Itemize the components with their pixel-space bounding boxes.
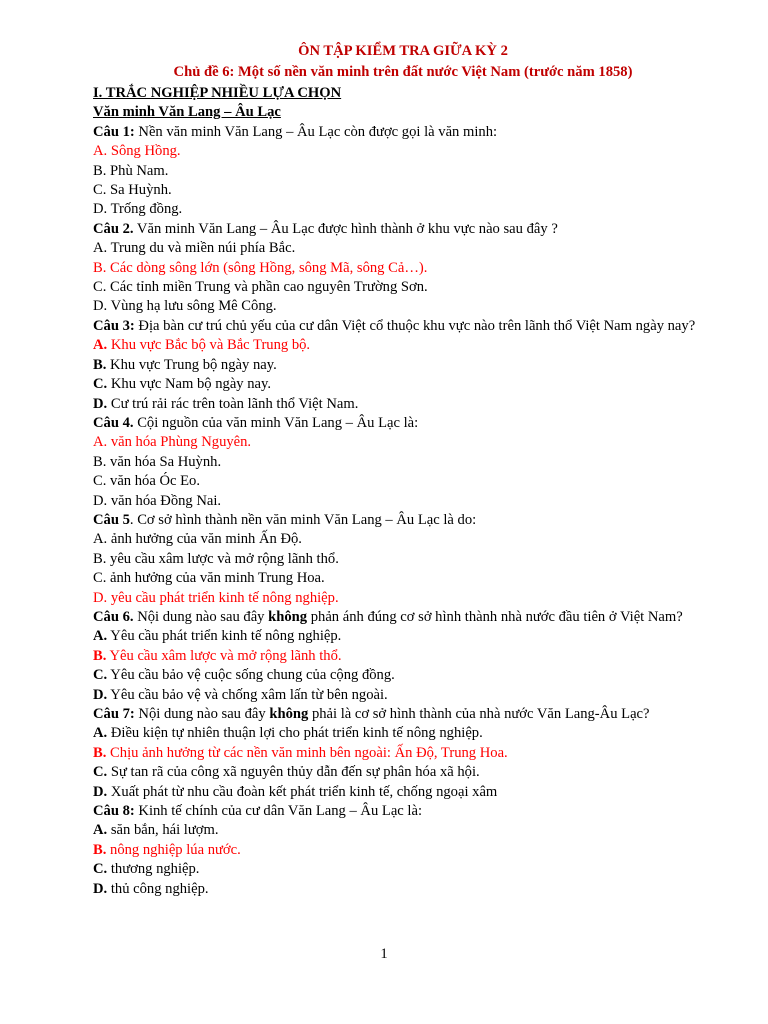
answer-option: B. Phù Nam. — [93, 162, 169, 179]
option-text: Khu vực Nam bộ ngày nay. — [107, 376, 272, 393]
answer-option: D. Trống đồng. — [93, 201, 183, 218]
option-letter: A. — [93, 628, 108, 645]
answer-option — [93, 783, 713, 802]
answer-option: B. văn hóa Sa Huỳnh. — [93, 453, 222, 470]
option-letter: C. — [93, 667, 108, 684]
question-label: Câu 7: — [93, 706, 135, 722]
question-text: Nội dung nào sau đây — [133, 608, 269, 625]
option-letter: D. — [93, 395, 108, 412]
option-letter: B. — [93, 356, 107, 373]
option-letter: A. — [93, 337, 108, 354]
option-text: thương nghiệp. — [107, 861, 200, 878]
answer-option: C. ảnh hưởng của văn minh Trung Hoa. — [93, 570, 325, 587]
option-text: Yêu cầu xâm lược và mở rộng lãnh thổ. — [106, 647, 342, 664]
question-label: Câu 2. — [93, 220, 134, 237]
answer-option: D. Vùng hạ lưu sông Mê Công. — [93, 298, 277, 315]
option-text: Yêu cầu bảo vệ và chống xâm lấn từ bên ngoài. — [107, 686, 388, 703]
page-number: 1 — [380, 946, 388, 962]
answer-option-correct: D. yêu cầu phát triển kinh tế nông nghiệp. — [93, 589, 339, 606]
question-4 — [93, 414, 713, 433]
answer-option: C. Sa Huỳnh. — [93, 182, 172, 199]
answer-option — [93, 666, 713, 685]
question-emphasis: không — [269, 706, 309, 722]
option-letter: D. — [93, 880, 108, 897]
question-text-end: phản ánh đúng cơ sở hình thành nhà nước đầu tiên ở Việt Nam? — [307, 608, 683, 625]
option-text: Điều kiện tự nhiên thuận lợi cho phát triển kinh tế nông nghiệp. — [107, 725, 483, 742]
subsection-heading: Văn minh Văn Lang – Âu Lạc — [93, 104, 281, 121]
option-letter: A. — [93, 822, 108, 839]
answer-option: C. văn hóa Óc Eo. — [93, 473, 200, 490]
question-7 — [93, 705, 713, 724]
section-heading: I. TRẮC NGHIỆP NHIỀU LỰA CHỌN — [93, 85, 342, 101]
answer-option — [93, 763, 713, 782]
page-title: ÔN TẬP KIỂM TRA GIỮA KỲ 2 — [298, 43, 508, 59]
answer-option-correct — [93, 841, 713, 860]
answer-option: A. Trung du và miền núi phía Bắc. — [93, 240, 296, 257]
answer-option: B. yêu cầu xâm lược và mở rộng lãnh thổ. — [93, 550, 339, 567]
question-label: Câu 8: — [93, 803, 135, 820]
answer-option — [93, 356, 713, 375]
option-letter: C. — [93, 376, 108, 393]
answer-option-correct — [93, 336, 713, 355]
answer-option-correct — [93, 647, 713, 666]
answer-option — [93, 860, 713, 879]
answer-option — [93, 821, 713, 840]
answer-option-correct: A. Sông Hồng. — [93, 143, 181, 160]
option-text: Xuất phát từ nhu cầu đoàn kết phát triển kinh tế, chống ngoại xâm — [107, 783, 498, 800]
option-text: Sự tan rã của công xã nguyên thủy dẫn đến sự phân hóa xã hội. — [107, 764, 480, 781]
option-letter: D. — [93, 783, 108, 800]
question-emphasis: không — [268, 608, 308, 625]
answer-option — [93, 724, 713, 743]
question-label: Câu 6. — [93, 608, 134, 625]
answer-option: A. ảnh hưởng của văn minh Ấn Độ. — [93, 531, 302, 548]
option-letter: C. — [93, 861, 108, 878]
document-content — [93, 41, 713, 899]
answer-option-correct: B. Các dòng sông lớn (sông Hồng, sông Mã, sông Cả…). — [93, 259, 428, 276]
question-text-end: phải là cơ sở hình thành của nhà nước Văn Lang-Âu Lạc? — [308, 706, 650, 722]
option-text: nông nghiệp lúa nước. — [106, 841, 241, 858]
question-6 — [93, 608, 713, 627]
option-letter: D. — [93, 686, 108, 703]
answer-option-correct — [93, 744, 713, 763]
answer-option — [93, 395, 713, 414]
answer-option: C. Các tỉnh miền Trung và phần cao nguyên Trường Sơn. — [93, 279, 428, 296]
page-subtitle: Chủ đề 6: Một số nền văn minh trên đất nước Việt Nam (trước năm 1858) — [173, 64, 633, 80]
question-1 — [93, 123, 713, 142]
answer-option — [93, 880, 713, 899]
answer-option — [93, 627, 713, 646]
question-8 — [93, 802, 713, 821]
option-text: thủ công nghiệp. — [107, 880, 209, 897]
option-text: Yêu cầu bảo vệ cuộc sống chung của cộng đồng. — [107, 667, 395, 684]
question-text: . Cơ sở hình thành nền văn minh Văn Lang – Âu Lạc là do: — [129, 511, 477, 528]
option-text: Khu vực Trung bộ ngày nay. — [106, 356, 277, 373]
question-label: Câu 4. — [93, 414, 134, 431]
option-letter: C. — [93, 764, 108, 781]
answer-option-correct: A. văn hóa Phùng Nguyên. — [93, 434, 252, 451]
question-text: Địa bàn cư trú chủ yếu của cư dân Việt cổ thuộc khu vực nào trên lãnh thổ Việt Nam ngày nay? — [134, 317, 696, 334]
answer-option — [93, 375, 713, 394]
question-label: Câu 3: — [93, 317, 135, 334]
question-label: Câu 5 — [93, 511, 130, 528]
question-text: Kinh tế chính của cư dân Văn Lang – Âu Lạc là: — [134, 803, 423, 820]
question-label: Câu 1: — [93, 123, 135, 140]
question-text: Nền văn minh Văn Lang – Âu Lạc còn được gọi là văn minh: — [134, 123, 498, 140]
question-2 — [93, 220, 713, 239]
answer-option: D. văn hóa Đồng Nai. — [93, 492, 222, 509]
question-text: Nội dung nào sau đây — [134, 706, 270, 722]
option-letter: A. — [93, 725, 108, 742]
question-text: Văn minh Văn Lang – Âu Lạc được hình thành ở khu vực nào sau đây ? — [133, 220, 558, 237]
option-letter: B. — [93, 841, 107, 858]
option-letter: B. — [93, 647, 107, 664]
question-5 — [93, 511, 713, 530]
option-text: săn bắn, hái lượm. — [107, 822, 219, 839]
option-letter: B. — [93, 744, 107, 761]
option-text: Khu vực Bắc bộ và Bắc Trung bộ. — [107, 337, 311, 354]
option-text: Chịu ảnh hưởng từ các nền văn minh bên ngoài: Ấn Độ, Trung Hoa. — [106, 744, 508, 761]
option-text: Cư trú rải rác trên toàn lãnh thổ Việt Nam. — [107, 395, 359, 412]
option-text: Yêu cầu phát triển kinh tế nông nghiệp. — [107, 628, 342, 645]
question-text: Cội nguồn của văn minh Văn Lang – Âu Lạc là: — [133, 414, 419, 431]
answer-option — [93, 686, 713, 705]
question-3 — [93, 317, 713, 336]
